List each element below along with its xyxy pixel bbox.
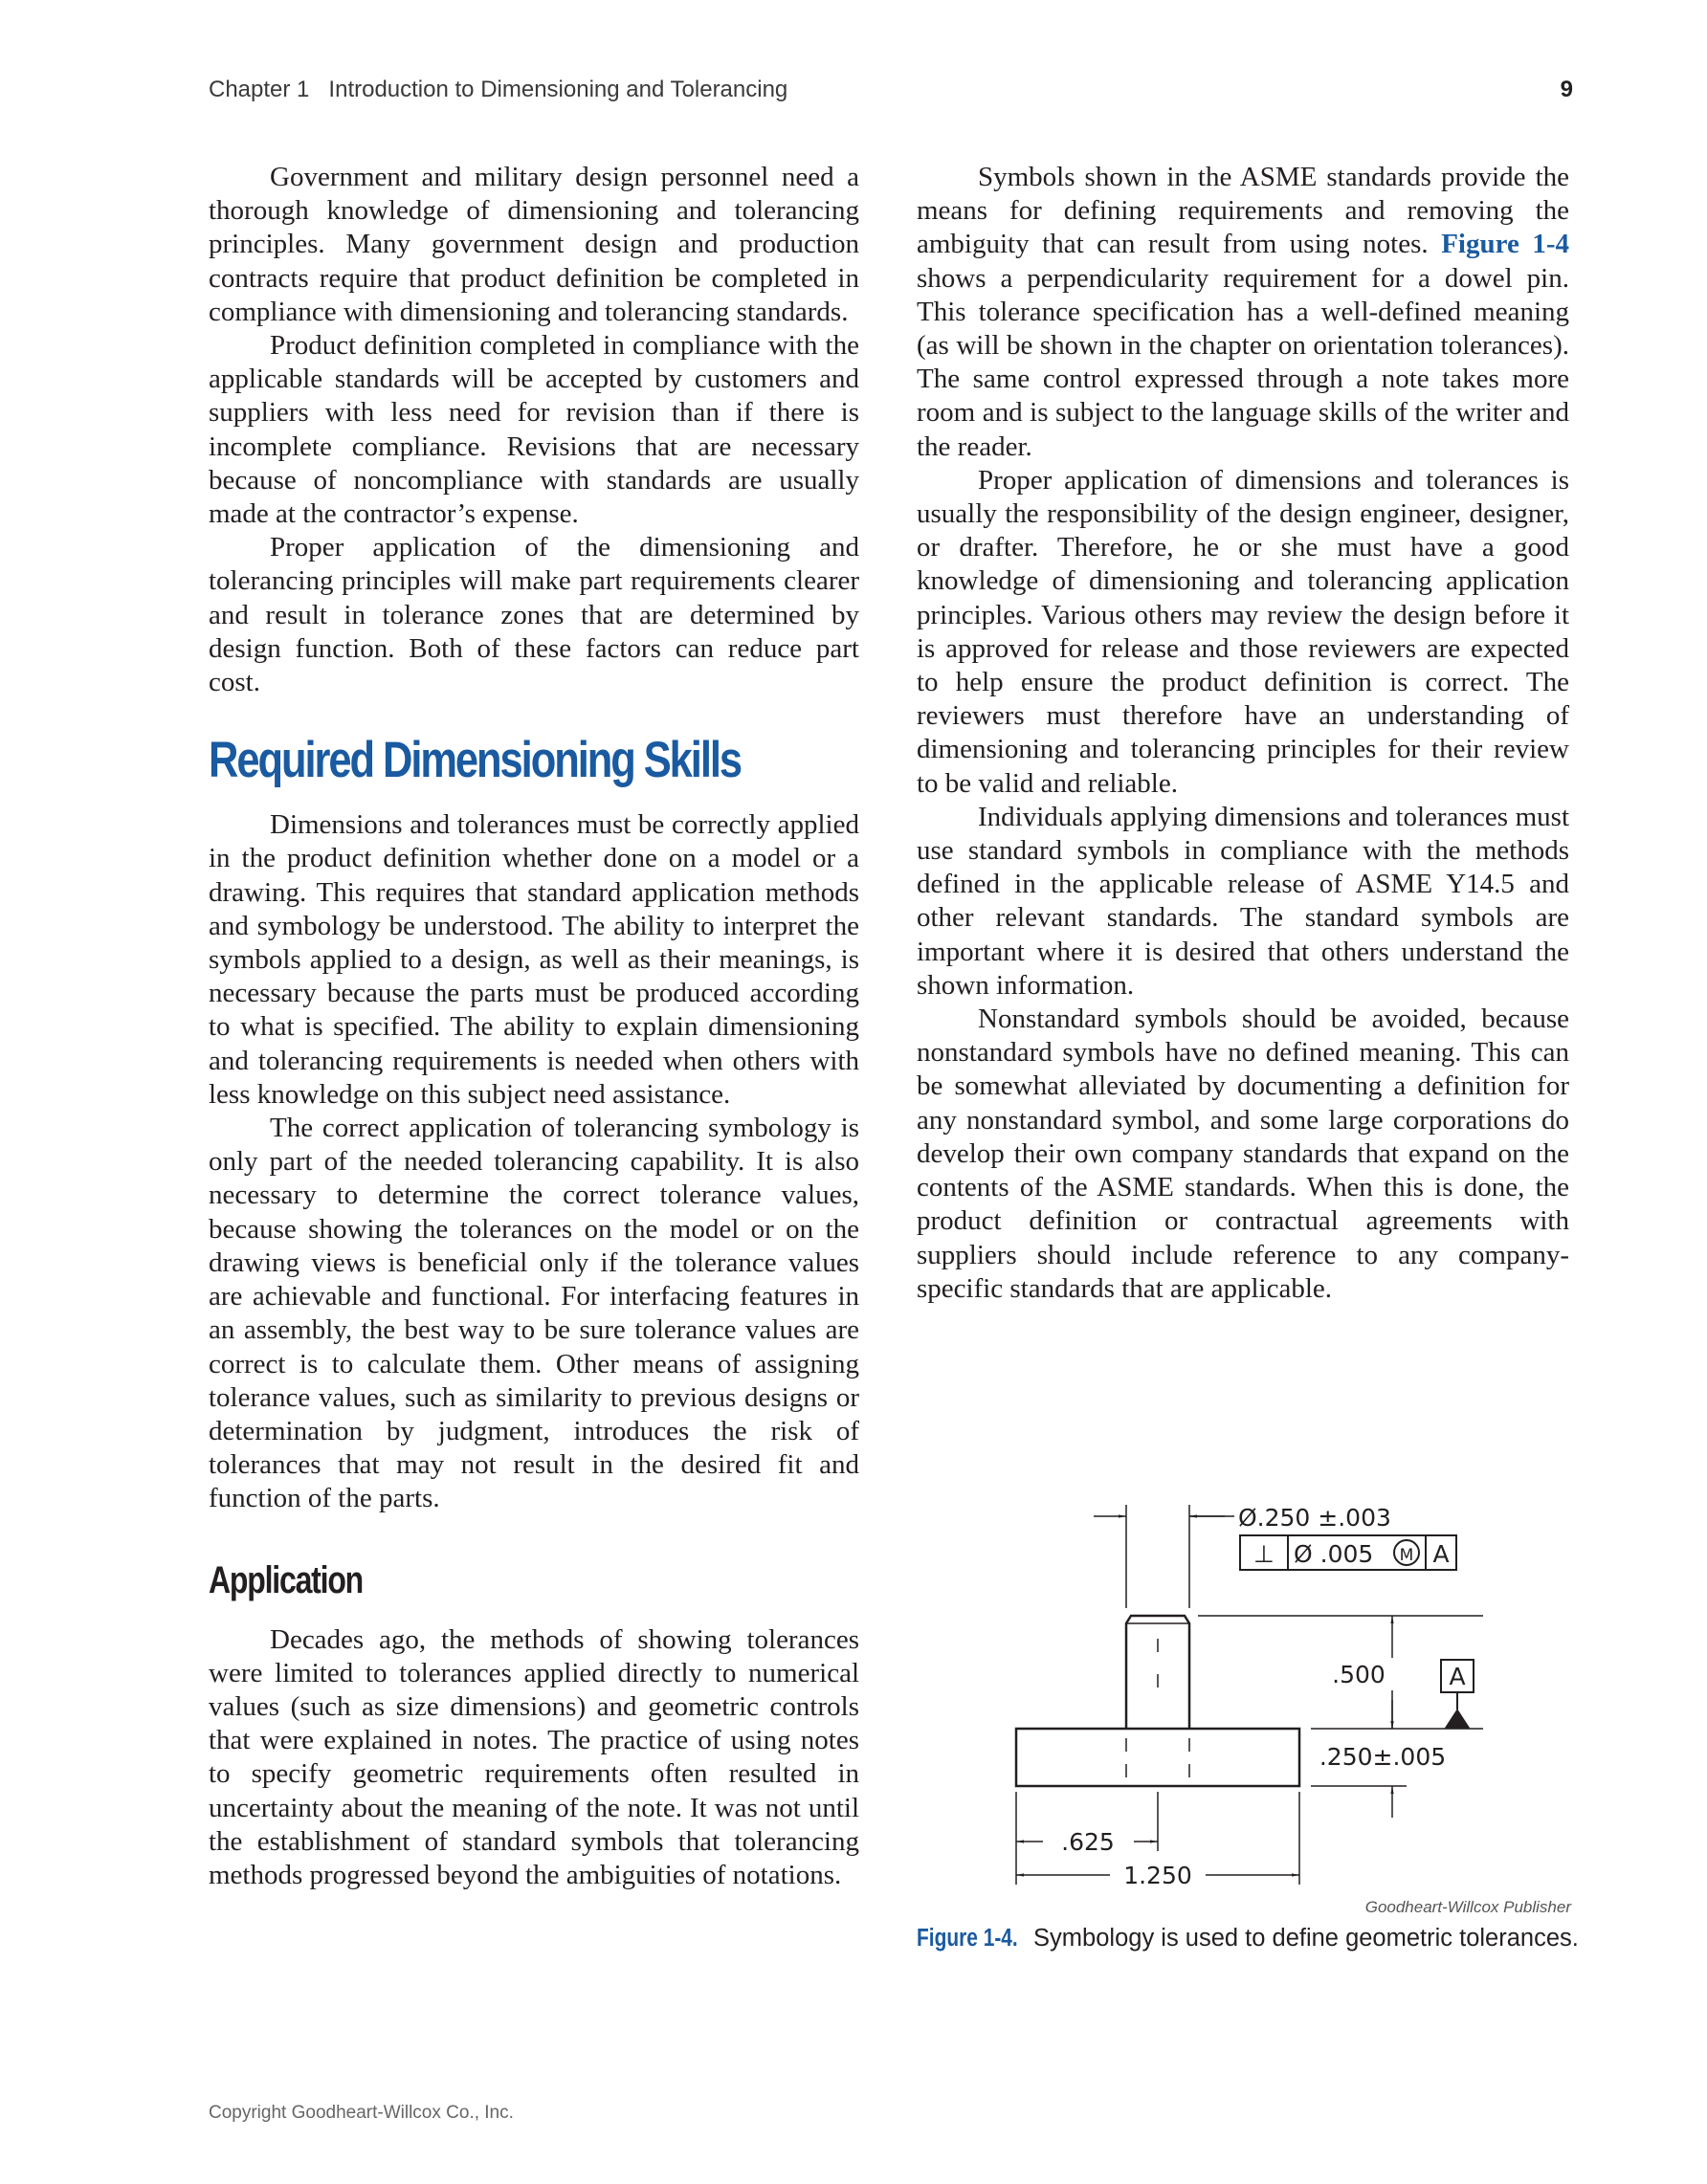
section-heading-required-skills: Required Dimensioning Skills	[209, 732, 741, 789]
datum-label: A	[1449, 1663, 1466, 1690]
mmc-modifier: M	[1399, 1546, 1414, 1565]
fcf-tolerance-value: Ø .005	[1294, 1540, 1374, 1568]
paragraph: Government and military design personnel need a thorough knowledge of dimensioning and tolerancing principles. Many government design and production contracts require that product definition be completed in compliance with dimensioning and tolerancing standards.	[209, 162, 859, 327]
hidden-lines	[1126, 1639, 1189, 1777]
paragraph: Proper application of the dimensioning and tolerancing principles will make part requirements clearer and result in tolerance zones that are determined by design function. Both of these factors can reduce part cost.	[209, 532, 859, 698]
right-column	[917, 161, 1569, 1306]
height-dimension: .500	[1332, 1661, 1386, 1688]
caption-text: Symbology is used to define geometric tolerances.	[1033, 1925, 1579, 1952]
caption-label: Figure 1-4.	[917, 1925, 1018, 1952]
chapter-number: Chapter 1	[209, 77, 310, 102]
base-plate	[1016, 1729, 1299, 1786]
paragraph-text: shows a perpendicularity requirement for a dowel pin. This tolerance specification has a well-defined meaning (as will be shown in the chapter on orientation tolerances). The same control expressed through a note takes more room and is subject to the language skills of the writer and the reader.	[917, 262, 1569, 462]
dowel-pin-figure	[986, 1488, 1521, 1908]
figure-credit: Goodheart-Willcox Publisher	[1364, 1898, 1571, 1916]
running-header	[209, 77, 1573, 111]
base-width-dimension: 1.250	[1123, 1862, 1192, 1889]
dowel-pin-drawing	[986, 1488, 1521, 1908]
paragraph-text: Symbols shown in the ASME standards provide the means for defining requirements and removing the ambiguity that can result from using notes.	[917, 162, 1569, 260]
figure-reference-link[interactable]: Figure 1-4	[1441, 229, 1570, 260]
paragraph	[917, 161, 1569, 464]
copyright-footer: Copyright Goodheart-Willcox Co., Inc.	[209, 2103, 514, 2123]
chapter-heading	[209, 77, 787, 103]
paragraph: Proper application of dimensions and tolerances is usually the responsibility of the design engineer, designer, or drafter. Therefore, he or she must have a good knowledge of dimensioning and tolerancing application principles. Various others may review the design before it is approved for release and those reviewers are expected to help ensure the product definition is correct. The reviewers must therefore have an understanding of dimensioning and tolerancing principles for their review to be valid and reliable.	[917, 464, 1569, 799]
paragraph: The correct application of tolerancing symbology is only part of the needed tolerancing capability. It is also necessary to determine the correct tolerance values, because showing the tolerances on the model or on the drawing views is beneficial only if the tolerance values are achievable and functional. For interfacing features in an assembly, the best way to be sure tolerance values are correct is to calculate them. Other means of assigning tolerance values, such as similarity to previous designs or determination by judgment, introduces the risk of tolerances that may not result in the desired fit and function of the parts.	[209, 1113, 859, 1514]
paragraph: Decades ago, the methods of showing tolerances were limited to tolerances applied directly to numerical values (such as size dimensions) and geometric controls that were explained in notes. The practice of using notes to specify geometric requirements often resulted in uncertainty about the meaning of the note. It was not until the establishment of standard symbols that tolerancing methods progressed beyond the ambiguities of notations.	[209, 1623, 859, 1890]
diameter-dimension: Ø.250 ±.003	[1238, 1504, 1391, 1532]
chapter-title: Introduction to Dimensioning and Tolerancing	[328, 77, 788, 102]
dowel-pin	[1126, 1616, 1189, 1729]
paragraph: Nonstandard symbols should be avoided, because nonstandard symbols have no defined meaning. This can be somewhat alleviated by documenting a definition for any nonstandard symbol, and some large corporations do develop their own company standards that expand on the contents of the ASME standards. When this is done, the product definition or contractual agreements with suppliers should include reference to any company-specific standards that are applicable.	[917, 1004, 1569, 1304]
thickness-dimension: .250±.005	[1319, 1743, 1447, 1771]
perpendicularity-symbol: ⊥	[1253, 1540, 1275, 1568]
figure-caption	[917, 1925, 1577, 1952]
paragraph: Product definition completed in compliance with the applicable standards will be accepted by customers and suppliers with less need for revision than if there is incomplete compliance. Revisions that are necessary because of noncompliance with standards are usually made at the contractor’s expense.	[209, 330, 859, 530]
pin-location-dimension: .625	[1061, 1828, 1115, 1856]
subsection-heading-application: Application	[209, 1558, 364, 1601]
paragraph: Dimensions and tolerances must be correctly applied in the product definition whether done on a model or a drawing. This requires that standard application methods and symbology be understood. The ability to interpret the symbols applied to a design, as well as their meanings, is necessary because the parts must be produced according to what is specified. The ability to explain dimensioning and tolerancing requirements is needed when others with less knowledge on this subject need assistance.	[209, 809, 859, 1110]
page-number: 9	[1560, 77, 1573, 102]
left-column	[209, 161, 859, 1892]
fcf-datum-reference: A	[1432, 1540, 1450, 1568]
paragraph: Individuals applying dimensions and tolerances must use standard symbols in compliance with the methods defined in the applicable release of ASME Y14.5 and other relevant standards. The standard symbols are important where it is desired that others understand the shown information.	[917, 801, 1569, 1001]
